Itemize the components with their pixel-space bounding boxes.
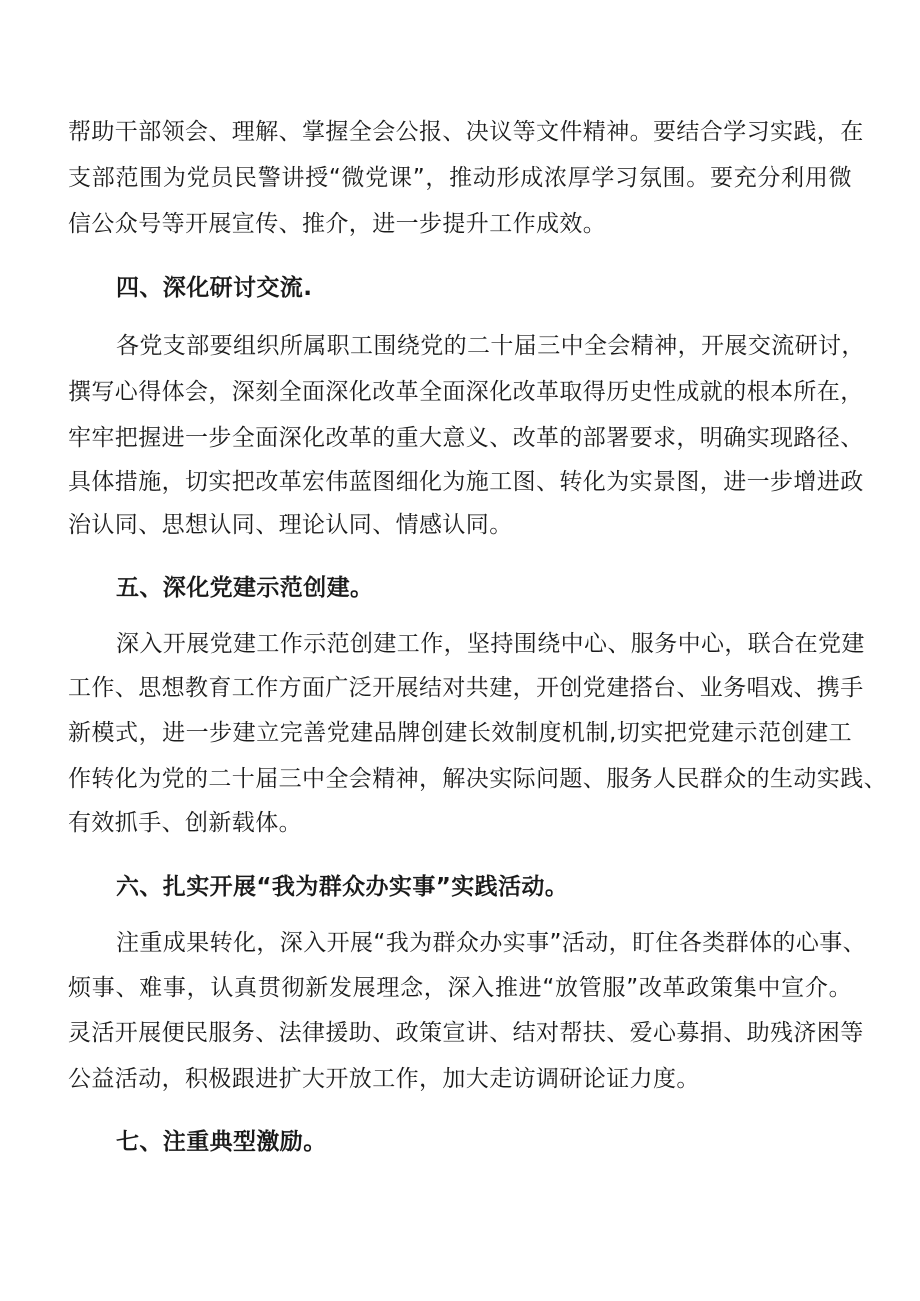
section-heading: 六、扎实开展“我为群众办实事”实践活动。	[116, 874, 569, 900]
section-heading: 七、注重典型激励。	[116, 1129, 327, 1155]
continuation-line: 信公众号等开展宣传、推介，进一步提升工作成效。	[68, 211, 607, 237]
paragraph-line: 作转化为党的二十届三中全会精神，解决实际问题、服务人民群众的生动实践、	[68, 766, 887, 792]
paragraph-line: 灵活开展便民服务、法律援助、政策宣讲、结对帮扶、爱心募捐、助残济困等	[68, 1020, 864, 1046]
paragraph-line: 工作、思想教育工作方面广泛开展结对共建，开创党建搭台、业务唱戏、携手	[68, 675, 864, 701]
section-heading: 四、深化研讨交流.	[116, 275, 313, 301]
continuation-line: 帮助干部领会、理解、掌握全会公报、决议等文件精神。要结合学习实践，在	[68, 119, 864, 145]
paragraph-line: 公益活动，积极跟进扩大开放工作，加大走访调研论证力度。	[68, 1066, 700, 1092]
paragraph-line: 烦事、难事，认真贯彻新发展理念，深入推进“放管服”改革政策集中宣介。	[68, 975, 852, 1001]
paragraph-line: 深入开展党建工作示范创建工作，坚持围绕中心、服务中心，联合在党建	[116, 631, 865, 657]
section-heading: 五、深化党建示范创建。	[116, 575, 374, 601]
paragraph-line: 新模式，进一步建立完善党建品牌创建长效制度机制,切实把党建示范创建工	[68, 720, 852, 746]
continuation-line: 支部范围为党员民警讲授“微党课”，推动形成浓厚学习氛围。要充分利用微	[68, 165, 852, 191]
paragraph-line: 撰写心得体会，深刻全面深化改革全面深化改革取得历史性成就的根本所在，	[68, 379, 864, 405]
paragraph-line: 有效抓手、创新载体。	[68, 810, 302, 836]
paragraph-line: 治认同、思想认同、理论认同、情感认同。	[68, 512, 513, 538]
paragraph-line: 牢牢把握进一步全面深化改革的重大意义、改革的部署要求，明确实现路径、	[68, 425, 864, 451]
paragraph-line: 注重成果转化，深入开展“我为群众办实事”活动，盯住各类群体的心事、	[116, 930, 867, 956]
paragraph-line: 各党支部要组织所属职工围绕党的二十届三中全会精神，开展交流研讨，	[116, 333, 865, 359]
paragraph-line: 具体措施，切实把改革宏伟蓝图细化为施工图、转化为实景图，进一步增进政	[68, 469, 864, 495]
